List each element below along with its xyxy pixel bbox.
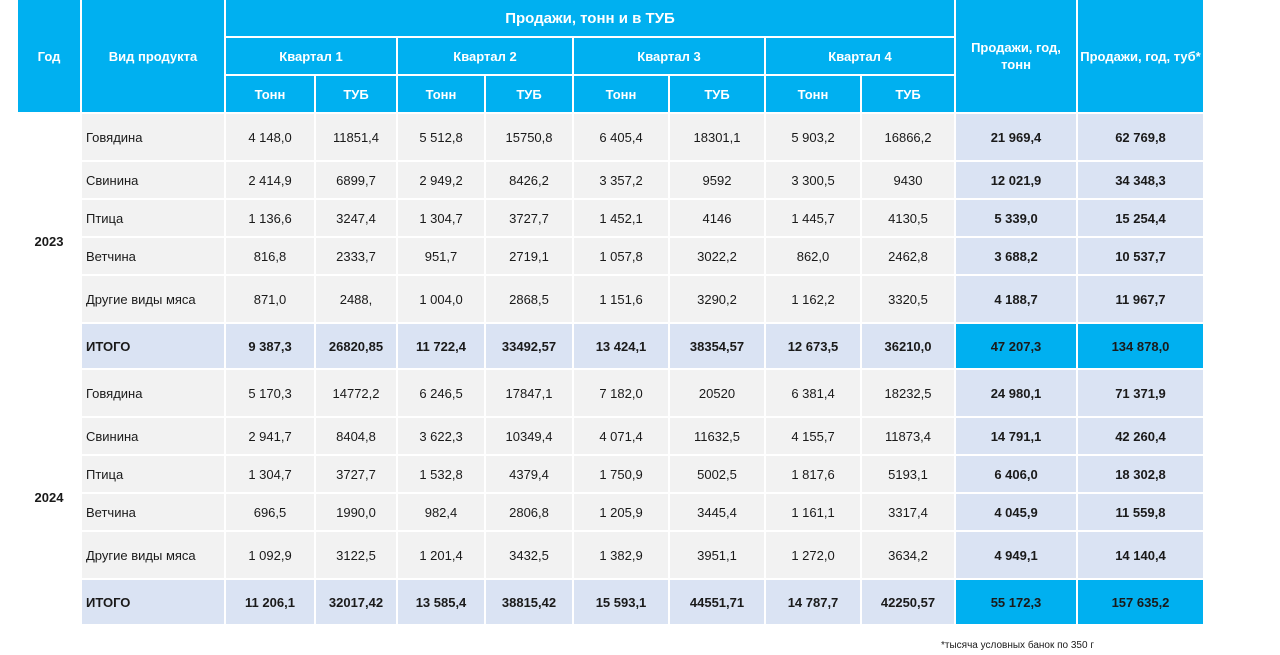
value-cell: 1 304,7 [225, 455, 315, 493]
value-cell: 4 148,0 [225, 113, 315, 161]
year-cell: 2024 [18, 369, 81, 625]
product-cell: Свинина [81, 417, 225, 455]
value-cell: 1 205,9 [573, 493, 669, 531]
value-cell: 2462,8 [861, 237, 955, 275]
value-cell: 8404,8 [315, 417, 397, 455]
value-cell: 3 622,3 [397, 417, 485, 455]
value-cell: 32017,42 [315, 579, 397, 625]
year-tub-cell: 134 878,0 [1077, 323, 1204, 369]
year-cell: 2023 [18, 113, 81, 369]
value-cell: 3727,7 [315, 455, 397, 493]
value-cell: 20520 [669, 369, 765, 417]
product-cell: ИТОГО [81, 323, 225, 369]
year-tonn-cell: 6 406,0 [955, 455, 1077, 493]
year-tonn-cell: 21 969,4 [955, 113, 1077, 161]
table-row [18, 275, 1204, 323]
table-row [18, 493, 1204, 531]
header-quarter-1: Квартал 1 [225, 37, 397, 75]
product-cell: Говядина [81, 113, 225, 161]
table-row [18, 199, 1204, 237]
value-cell: 7 182,0 [573, 369, 669, 417]
value-cell: 3445,4 [669, 493, 765, 531]
header-quarter-4: Квартал 4 [765, 37, 955, 75]
table-row [18, 531, 1204, 579]
table-row [18, 455, 1204, 493]
value-cell: 2488, [315, 275, 397, 323]
value-cell: 14 787,7 [765, 579, 861, 625]
value-cell: 9430 [861, 161, 955, 199]
year-tub-cell: 15 254,4 [1077, 199, 1204, 237]
product-cell: Птица [81, 199, 225, 237]
year-tub-cell: 14 140,4 [1077, 531, 1204, 579]
value-cell: 26820,85 [315, 323, 397, 369]
value-cell: 871,0 [225, 275, 315, 323]
value-cell: 5 170,3 [225, 369, 315, 417]
product-cell: Свинина [81, 161, 225, 199]
value-cell: 5002,5 [669, 455, 765, 493]
product-cell: Другие виды мяса [81, 531, 225, 579]
header-year-tub: Продажи, год, туб* [1077, 0, 1204, 113]
value-cell: 18301,1 [669, 113, 765, 161]
value-cell: 1 750,9 [573, 455, 669, 493]
product-cell: Ветчина [81, 237, 225, 275]
year-tub-cell: 157 635,2 [1077, 579, 1204, 625]
value-cell: 15750,8 [485, 113, 573, 161]
value-cell: 862,0 [765, 237, 861, 275]
year-tonn-cell: 3 688,2 [955, 237, 1077, 275]
value-cell: 3290,2 [669, 275, 765, 323]
table-body [18, 113, 1204, 625]
product-cell: Ветчина [81, 493, 225, 531]
value-cell: 2806,8 [485, 493, 573, 531]
year-tonn-cell: 5 339,0 [955, 199, 1077, 237]
value-cell: 4 071,4 [573, 417, 669, 455]
year-tub-cell: 11 967,7 [1077, 275, 1204, 323]
table-row [18, 417, 1204, 455]
year-tonn-cell: 4 045,9 [955, 493, 1077, 531]
value-cell: 3634,2 [861, 531, 955, 579]
value-cell: 9 387,3 [225, 323, 315, 369]
value-cell: 6 246,5 [397, 369, 485, 417]
value-cell: 38815,42 [485, 579, 573, 625]
value-cell: 3317,4 [861, 493, 955, 531]
value-cell: 44551,71 [669, 579, 765, 625]
value-cell: 1 382,9 [573, 531, 669, 579]
product-cell: Птица [81, 455, 225, 493]
year-tub-cell: 42 260,4 [1077, 417, 1204, 455]
year-tub-cell: 34 348,3 [1077, 161, 1204, 199]
value-cell: 5 512,8 [397, 113, 485, 161]
value-cell: 13 585,4 [397, 579, 485, 625]
header-unit-tub: ТУБ [315, 75, 397, 113]
header-unit-tonn: Тонн [397, 75, 485, 113]
value-cell: 42250,57 [861, 579, 955, 625]
product-cell: Другие виды мяса [81, 275, 225, 323]
value-cell: 16866,2 [861, 113, 955, 161]
year-tub-cell: 11 559,8 [1077, 493, 1204, 531]
value-cell: 3 300,5 [765, 161, 861, 199]
value-cell: 982,4 [397, 493, 485, 531]
value-cell: 4379,4 [485, 455, 573, 493]
table-row [18, 369, 1204, 417]
value-cell: 3432,5 [485, 531, 573, 579]
value-cell: 1 092,9 [225, 531, 315, 579]
value-cell: 2868,5 [485, 275, 573, 323]
header-quarter-3: Квартал 3 [573, 37, 765, 75]
total-row [18, 579, 1204, 625]
table-row [18, 161, 1204, 199]
value-cell: 816,8 [225, 237, 315, 275]
value-cell: 33492,57 [485, 323, 573, 369]
value-cell: 6 381,4 [765, 369, 861, 417]
value-cell: 1 532,8 [397, 455, 485, 493]
header-unit-tub: ТУБ [485, 75, 573, 113]
sales-table [18, 0, 1205, 626]
year-tonn-cell: 47 207,3 [955, 323, 1077, 369]
header-quarter-2: Квартал 2 [397, 37, 573, 75]
product-cell: ИТОГО [81, 579, 225, 625]
value-cell: 3022,2 [669, 237, 765, 275]
year-tonn-cell: 4 949,1 [955, 531, 1077, 579]
value-cell: 11851,4 [315, 113, 397, 161]
value-cell: 1 445,7 [765, 199, 861, 237]
year-tub-cell: 71 371,9 [1077, 369, 1204, 417]
value-cell: 1 161,1 [765, 493, 861, 531]
value-cell: 1 817,6 [765, 455, 861, 493]
value-cell: 5193,1 [861, 455, 955, 493]
value-cell: 11632,5 [669, 417, 765, 455]
total-row [18, 323, 1204, 369]
value-cell: 6 405,4 [573, 113, 669, 161]
value-cell: 3320,5 [861, 275, 955, 323]
value-cell: 2 941,7 [225, 417, 315, 455]
value-cell: 1 136,6 [225, 199, 315, 237]
header-year-tonn: Продажи, год, тонн [955, 0, 1077, 113]
year-tonn-cell: 14 791,1 [955, 417, 1077, 455]
value-cell: 2333,7 [315, 237, 397, 275]
value-cell: 3951,1 [669, 531, 765, 579]
header-title: Продажи, тонн и в ТУБ [225, 0, 955, 37]
header-product: Вид продукта [81, 0, 225, 113]
table-header [18, 0, 1204, 113]
value-cell: 17847,1 [485, 369, 573, 417]
year-tub-cell: 62 769,8 [1077, 113, 1204, 161]
header-unit-tub: ТУБ [861, 75, 955, 113]
header-unit-tub: ТУБ [669, 75, 765, 113]
year-tonn-cell: 12 021,9 [955, 161, 1077, 199]
value-cell: 4146 [669, 199, 765, 237]
year-tonn-cell: 4 188,7 [955, 275, 1077, 323]
value-cell: 4130,5 [861, 199, 955, 237]
value-cell: 11 722,4 [397, 323, 485, 369]
value-cell: 6899,7 [315, 161, 397, 199]
value-cell: 18232,5 [861, 369, 955, 417]
value-cell: 1 272,0 [765, 531, 861, 579]
value-cell: 5 903,2 [765, 113, 861, 161]
value-cell: 13 424,1 [573, 323, 669, 369]
footnote: *тысяча условных банок по 350 г [941, 640, 1094, 651]
header-unit-tonn: Тонн [225, 75, 315, 113]
header-unit-tonn: Тонн [573, 75, 669, 113]
value-cell: 36210,0 [861, 323, 955, 369]
value-cell: 14772,2 [315, 369, 397, 417]
header-year: Год [18, 0, 81, 113]
product-cell: Говядина [81, 369, 225, 417]
value-cell: 3247,4 [315, 199, 397, 237]
value-cell: 38354,57 [669, 323, 765, 369]
value-cell: 4 155,7 [765, 417, 861, 455]
value-cell: 10349,4 [485, 417, 573, 455]
value-cell: 696,5 [225, 493, 315, 531]
value-cell: 951,7 [397, 237, 485, 275]
value-cell: 1 304,7 [397, 199, 485, 237]
value-cell: 1 057,8 [573, 237, 669, 275]
value-cell: 2 949,2 [397, 161, 485, 199]
value-cell: 12 673,5 [765, 323, 861, 369]
value-cell: 9592 [669, 161, 765, 199]
value-cell: 1 004,0 [397, 275, 485, 323]
value-cell: 11 206,1 [225, 579, 315, 625]
header-unit-tonn: Тонн [765, 75, 861, 113]
year-tub-cell: 18 302,8 [1077, 455, 1204, 493]
value-cell: 3122,5 [315, 531, 397, 579]
table-row [18, 113, 1204, 161]
year-tonn-cell: 24 980,1 [955, 369, 1077, 417]
year-tonn-cell: 55 172,3 [955, 579, 1077, 625]
value-cell: 11873,4 [861, 417, 955, 455]
value-cell: 1 201,4 [397, 531, 485, 579]
value-cell: 1 151,6 [573, 275, 669, 323]
value-cell: 1 162,2 [765, 275, 861, 323]
value-cell: 8426,2 [485, 161, 573, 199]
value-cell: 2 414,9 [225, 161, 315, 199]
year-tub-cell: 10 537,7 [1077, 237, 1204, 275]
value-cell: 3727,7 [485, 199, 573, 237]
value-cell: 1 452,1 [573, 199, 669, 237]
value-cell: 2719,1 [485, 237, 573, 275]
table-row [18, 237, 1204, 275]
value-cell: 3 357,2 [573, 161, 669, 199]
value-cell: 15 593,1 [573, 579, 669, 625]
value-cell: 1990,0 [315, 493, 397, 531]
